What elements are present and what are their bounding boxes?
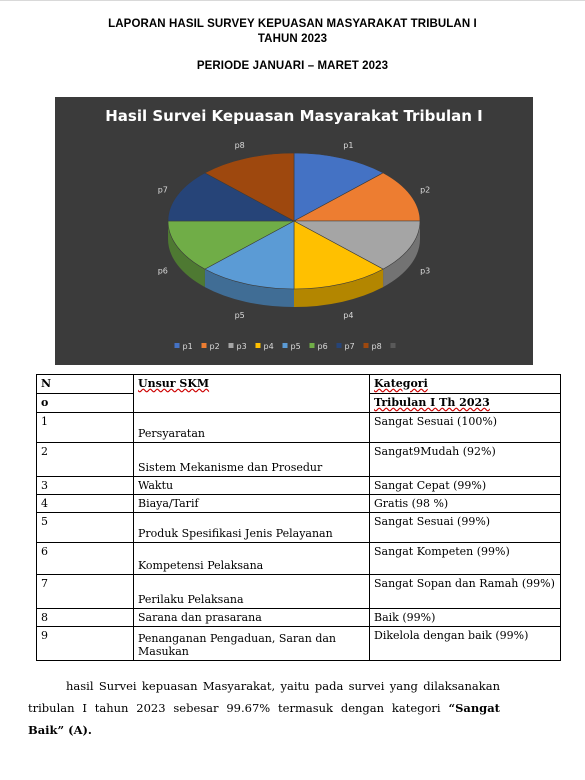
legend-label-p5: p5 bbox=[290, 342, 301, 351]
row-number: 8 bbox=[37, 609, 134, 627]
row-number: 2 bbox=[37, 443, 134, 477]
row-kategori: Dikelola dengan baik (99%) bbox=[370, 627, 561, 661]
report-title-line1: LAPORAN HASIL SURVEY KEPUASAN MASYARAKAT TRIBULAN I bbox=[108, 18, 477, 30]
legend-label-p3: p3 bbox=[236, 342, 247, 351]
pie-label-p3: p3 bbox=[420, 266, 431, 276]
pie-label-p5: p5 bbox=[234, 310, 245, 320]
header-unsur-text: Unsur SKM bbox=[138, 377, 210, 390]
row-kategori: Sangat Kompeten (99%) bbox=[370, 543, 561, 575]
table-row bbox=[37, 477, 561, 495]
legend-label-p7: p7 bbox=[344, 342, 355, 351]
legend-swatch-p7 bbox=[337, 343, 342, 348]
row-unsur: Waktu bbox=[134, 477, 370, 495]
legend-swatch-p5 bbox=[283, 343, 288, 348]
header-no-b: o bbox=[37, 394, 134, 413]
table-row bbox=[37, 627, 561, 661]
legend-swatch-p1 bbox=[175, 343, 180, 348]
legend-swatch-p4 bbox=[256, 343, 261, 348]
header-kategori-text: Kategori bbox=[374, 377, 428, 390]
table-row bbox=[37, 443, 561, 477]
legend-swatch-extra bbox=[391, 343, 396, 348]
row-number: 5 bbox=[37, 513, 134, 543]
table-row bbox=[37, 413, 561, 443]
table-row bbox=[37, 609, 561, 627]
row-number: 6 bbox=[37, 543, 134, 575]
legend-swatch-p3 bbox=[229, 343, 234, 348]
row-kategori: Baik (99%) bbox=[370, 609, 561, 627]
pie-label-p6: p6 bbox=[157, 266, 168, 276]
row-kategori: Sangat Cepat (99%) bbox=[370, 477, 561, 495]
summary-text: hasil Survei kepuasan Masyarakat, yaitu pada survei yang dilaksanakan tribulan I tahun 2023 sebesar 99.67% termasuk dengan kategori bbox=[28, 679, 500, 715]
row-kategori: Sangat Sopan dan Ramah (99%) bbox=[370, 575, 561, 609]
pie-label-p1: p1 bbox=[343, 141, 354, 151]
header-no-a: N bbox=[37, 375, 134, 394]
row-unsur: Perilaku Pelaksana bbox=[134, 575, 370, 609]
legend-swatch-p2 bbox=[202, 343, 207, 348]
table-row bbox=[37, 575, 561, 609]
pie-slices bbox=[168, 153, 420, 289]
page-top-edge bbox=[0, 0, 585, 1]
row-number: 3 bbox=[37, 477, 134, 495]
table-row bbox=[37, 513, 561, 543]
legend-label-p6: p6 bbox=[317, 342, 328, 351]
legend-label-p1: p1 bbox=[182, 342, 193, 351]
legend-swatch-p6 bbox=[310, 343, 315, 348]
summary-paragraph bbox=[28, 675, 500, 741]
table-header-row bbox=[37, 375, 561, 394]
report-title-line2: TAHUN 2023 bbox=[257, 33, 328, 45]
survey-pie-chart bbox=[55, 97, 533, 365]
header-kategori-sub-text: Tribulan I Th 2023 bbox=[374, 396, 490, 409]
table-row bbox=[37, 495, 561, 513]
legend-label-p2: p2 bbox=[209, 342, 220, 351]
row-unsur: Produk Spesifikasi Jenis Pelayanan bbox=[134, 513, 370, 543]
header-unsur bbox=[134, 375, 370, 413]
row-number: 4 bbox=[37, 495, 134, 513]
legend-label-p4: p4 bbox=[263, 342, 274, 351]
row-kategori: Sangat Sesuai (99%) bbox=[370, 513, 561, 543]
row-unsur: Biaya/Tarif bbox=[134, 495, 370, 513]
header-kategori bbox=[370, 375, 561, 394]
row-unsur: Sistem Mekanisme dan Prosedur bbox=[134, 443, 370, 477]
pie-label-p2: p2 bbox=[420, 185, 431, 195]
pie-label-p8: p8 bbox=[234, 141, 245, 151]
pie-label-p4: p4 bbox=[343, 310, 354, 320]
row-number: 7 bbox=[37, 575, 134, 609]
table-row bbox=[37, 543, 561, 575]
row-kategori: Sangat9Mudah (92%) bbox=[370, 443, 561, 477]
pie-label-p7: p7 bbox=[157, 185, 168, 195]
chart-title: Hasil Survei Kepuasan Masyarakat Tribulan I bbox=[105, 107, 483, 125]
legend-label-p8: p8 bbox=[371, 342, 382, 351]
skm-table bbox=[36, 374, 561, 661]
row-unsur: Kompetensi Pelaksana bbox=[134, 543, 370, 575]
row-number: 1 bbox=[37, 413, 134, 443]
row-number: 9 bbox=[37, 627, 134, 661]
row-unsur: Penanganan Pengaduan, Saran dan Masukan bbox=[134, 627, 370, 661]
report-period: PERIODE JANUARI – MARET 2023 bbox=[196, 60, 389, 72]
row-unsur: Sarana dan prasarana bbox=[134, 609, 370, 627]
header-kategori-sub bbox=[370, 394, 561, 413]
legend-swatch-p8 bbox=[364, 343, 369, 348]
summary-category: “Sangat Baik” (A). bbox=[28, 701, 500, 737]
row-kategori: Sangat Sesuai (100%) bbox=[370, 413, 561, 443]
row-unsur: Persyaratan bbox=[134, 413, 370, 443]
row-kategori: Gratis (98 %) bbox=[370, 495, 561, 513]
